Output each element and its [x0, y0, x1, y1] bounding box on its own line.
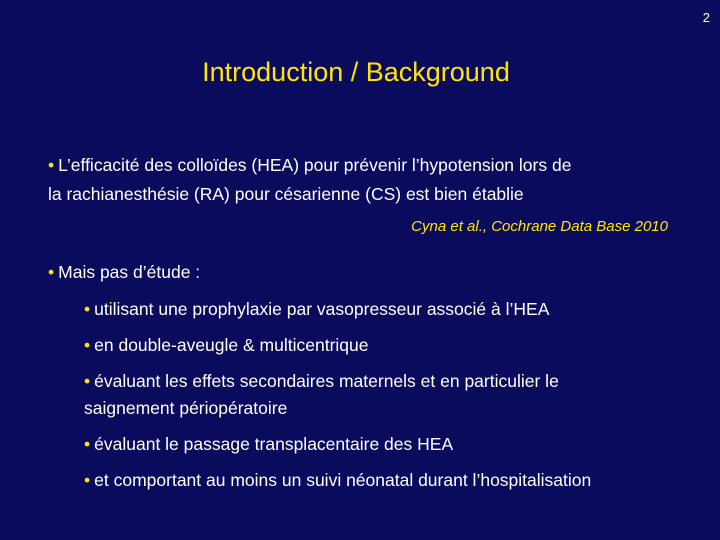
sub-bullet-text: évaluant le passage transplacentaire des HEA — [94, 434, 454, 454]
sub-bullet-1 — [84, 296, 684, 323]
sub-bullet-text: et comportant au moins un suivi néonatal durant l’hospitalisation — [94, 470, 592, 490]
citation: Cyna et al., Cochrane Data Base 2010 — [411, 218, 668, 235]
sub-bullet-2 — [84, 332, 684, 359]
bullet-marker: • — [84, 470, 91, 490]
sub-bullet-text: évaluant les effets secondaires maternels et en particulier le saignement périopératoire — [84, 371, 559, 418]
page-number: 2 — [702, 10, 710, 25]
bullet-2-text: Mais pas d’étude : — [58, 262, 201, 282]
bullet-marker: • — [48, 262, 55, 282]
bullet-marker: • — [84, 371, 91, 391]
bullet-marker: • — [84, 335, 91, 355]
bullet-marker: • — [84, 434, 91, 454]
sub-bullet-3 — [84, 368, 644, 422]
sub-bullet-5 — [84, 467, 704, 494]
bullet-1-text: L’efficacité des colloïdes (HEA) pour prévenir l’hypotension lors de — [58, 155, 572, 175]
slide-title: Introduction / Background — [202, 57, 510, 87]
bullet-1-line-1 — [48, 151, 571, 180]
bullet-2 — [48, 258, 200, 287]
sub-bullet-text: utilisant une prophylaxie par vasopresseur associé à l’HEA — [94, 299, 550, 319]
bullet-1-line-2: la rachianesthésie (RA) pour césarienne (CS) est bien établie — [48, 184, 524, 204]
bullet-marker: • — [48, 155, 55, 175]
sub-bullet-text: en double-aveugle & multicentrique — [94, 335, 369, 355]
sub-bullet-4 — [84, 431, 684, 458]
bullet-marker: • — [84, 299, 91, 319]
